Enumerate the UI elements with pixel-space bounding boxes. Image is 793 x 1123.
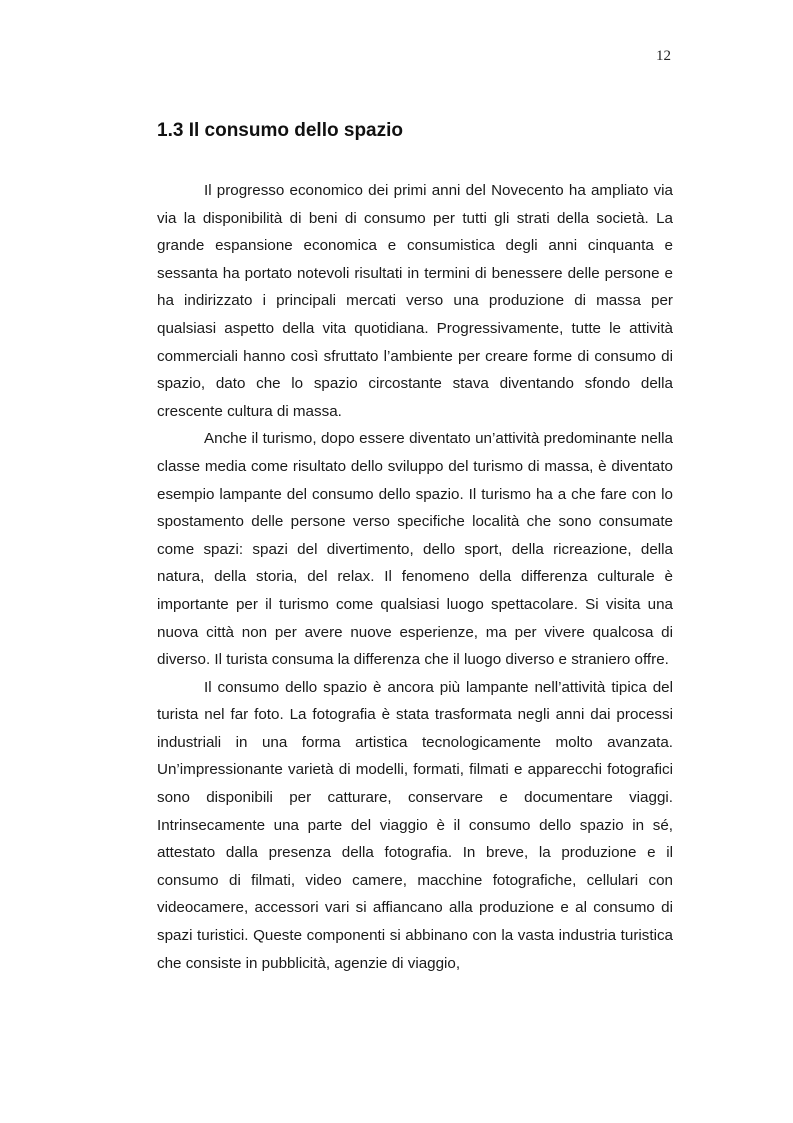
section-title: 1.3 Il consumo dello spazio bbox=[157, 120, 403, 141]
page-number: 12 bbox=[656, 48, 671, 64]
paragraph-1: Il progresso economico dei primi anni del Novecento ha ampliato via via la disponibilità di beni di consumo per tutti gli strati della società. La grande espansione economica e consumistica degli anni cinquanta e sessanta ha portato notevoli risultati in termini di benessere delle persone e ha indirizzato i principali mercati verso una produzione di massa per qualsiasi aspetto della vita quotidiana. Progressivamente, tutte le attività commerciali hanno così sfruttato l’ambiente per creare forme di consumo di spazio, dato che lo spazio circostante stava diventando sfondo della crescente cultura di massa. bbox=[157, 182, 673, 420]
body-text bbox=[157, 177, 673, 977]
paragraph-3: Il consumo dello spazio è ancora più lampante nell’attività tipica del turista nel far foto. La fotografia è stata trasformata negli anni dai processi industriali in una forma artistica tecnologicamente molto avanzata. Un’impressionante varietà di modelli, formati, filmati e apparecchi fotografici sono disponibili per catturare, conservare e documentare viaggi. Intrinsecamente una parte del viaggio è il consumo dello spazio in sé, attestato dalla presenza della fotografia. In breve, la produzione e il consumo di filmati, video camere, macchine fotografiche, cellulari con videocamere, accessori vari si affiancano alla produzione e al consumo di spazi turistici. Queste componenti si abbinano con la vasta industria turistica che consiste in pubblicità, agenzie di viaggio, bbox=[157, 678, 673, 972]
paragraph-2: Anche il turismo, dopo essere diventato un’attività predominante nella classe media come risultato dello sviluppo del turismo di massa, è diventato esempio lampante del consumo dello spazio. Il turismo ha a che fare con lo spostamento delle persone verso specifiche località che sono consumate come spazi: spazi del divertimento, dello sport, della ricreazione, della natura, della storia, del relax. Il fenomeno della differenza culturale è importante per il turismo come qualsiasi luogo spettacolare. Si visita una nuova città non per avere nuove esperienze, ma per vivere qualcosa di diverso. Il turista consuma la differenza che il luogo diverso e straniero offre. bbox=[157, 430, 673, 669]
